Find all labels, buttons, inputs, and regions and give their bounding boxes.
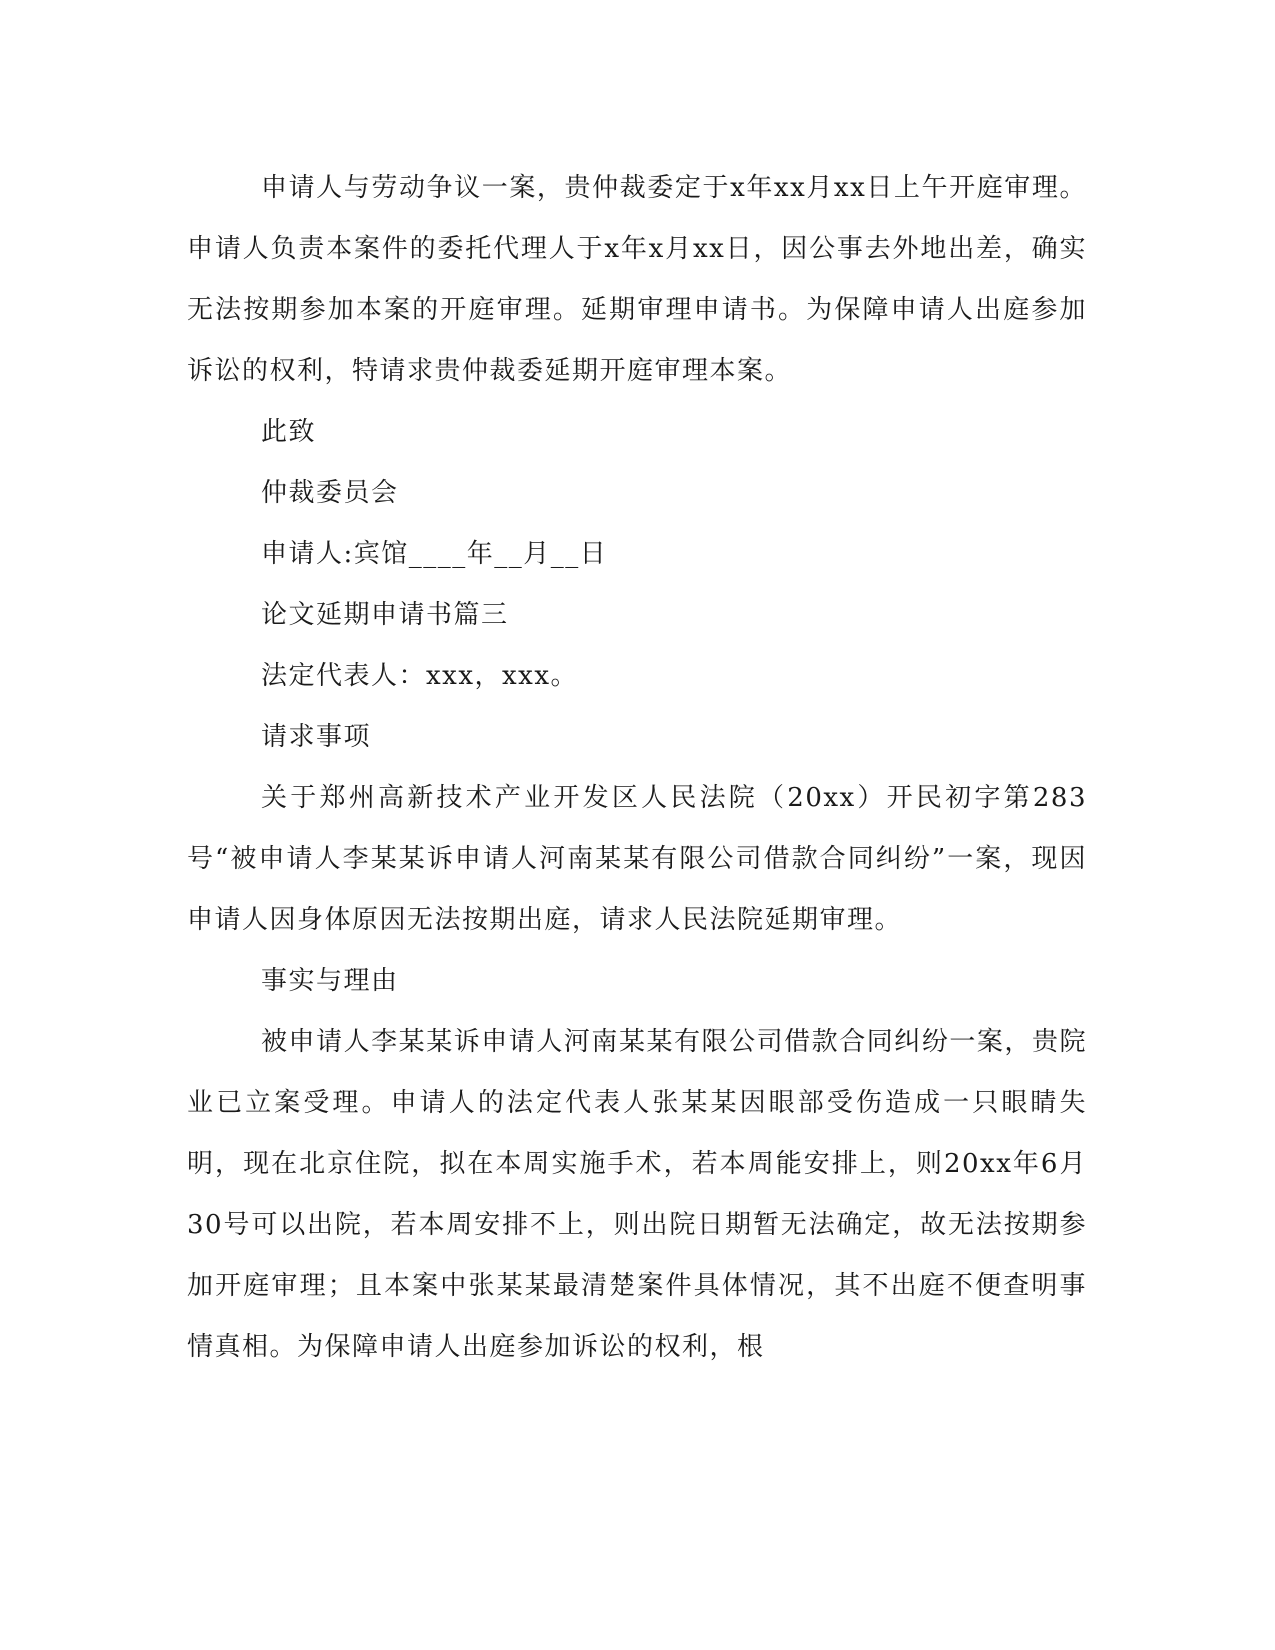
paragraph-hearing-delay: 申请人与劳动争议一案，贵仲裁委定于x年xx月xx日上午开庭审理。申请人负责本案件的委托代理人于x年x月xx日，因公事去外地出差，确实无法按期参加本案的开庭审理。延期审理申请书。为保障申请人出庭参加诉讼的权利，特请求贵仲裁委延期开庭审理本案。 <box>187 173 1087 386</box>
heading-facts-and-reasons: 事实与理由 <box>261 966 399 996</box>
heading-requests: 请求事项 <box>261 722 372 752</box>
section-title-part-three: 论文延期申请书篇三 <box>261 600 509 630</box>
paragraph-salutation: 此致 <box>261 417 317 447</box>
paragraph-facts-details: 被申请人李某某诉申请人河南某某有限公司借款合同纠纷一案，贵院业已立案受理。申请人的法定代表人张某某因眼部受伤造成一只眼睛失明，现在北京住院，拟在本周实施手术，若本周能安排上，则20xx年6月30号可以出院，若本周安排不上，则出院日期暂无法确定，故无法按期参加开庭审理；且本案中张某某最清楚案件具体情况，其不出庭不便查明事情真相。为保障申请人出庭参加诉讼的权利，根 <box>187 1027 1087 1362</box>
paragraph-legal-representative: 法定代表人：xxx，xxx。 <box>261 661 578 691</box>
paragraph-applicant-signature: 申请人:宾馆____年__月__日 <box>261 539 608 569</box>
paragraph-request-details: 关于郑州高新技术产业开发区人民法院（20xx）开民初字第283号“被申请人李某某诉申请人河南某某有限公司借款合同纠纷”一案，现因申请人因身体原因无法按期出庭，请求人民法院延期审理。 <box>187 783 1087 935</box>
paragraph-recipient: 仲裁委员会 <box>261 478 399 508</box>
document-body <box>187 158 1087 1378</box>
